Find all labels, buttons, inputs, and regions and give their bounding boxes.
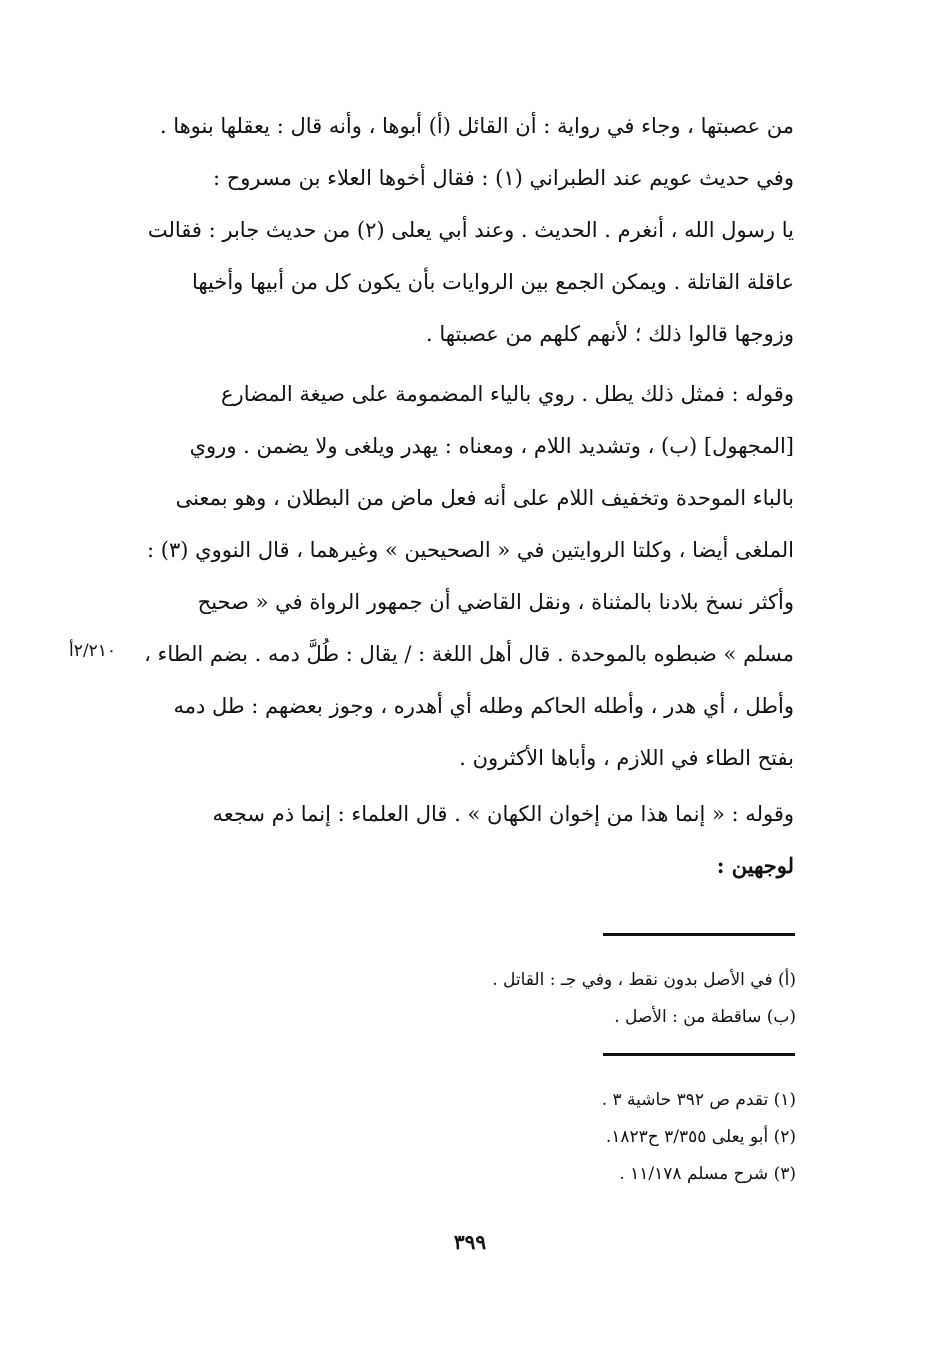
paragraph-3	[132, 788, 794, 892]
footnote: (أ) في الأصل بدون نقط ، وفي جـ : القاتل .	[492, 970, 796, 990]
text-line: وزوجها قالوا ذلك ؛ لأنهم كلهم من عصبتها .	[425, 322, 794, 346]
text-line: بالباء الموحدة وتخفيف اللام على أنه فعل ماض من البطلان ، وهو بمعنى	[175, 486, 794, 510]
text-line: لوجهين :	[716, 853, 794, 878]
margin-folio-note: ٢/٢١٠أ	[69, 641, 116, 661]
text-line: الملغى أيضا ، وكلتا الروايتين في « الصحيحين » وغيرهما ، قال النووي (٣) :	[147, 538, 794, 562]
footnote-divider	[603, 1053, 795, 1056]
text-line: مسلم » ضبطوه بالموحدة . قال أهل اللغة : / يقال : طُلَّ دمه . بضم الطاء ،	[144, 642, 794, 666]
paragraph-2	[132, 368, 794, 784]
footnotes-letters	[480, 962, 796, 1036]
text-line: [المجهول] (ب) ، وتشديد اللام ، ومعناه : يهدر ويلغى ولا يضمن . وروي	[189, 434, 794, 458]
page-number: ٣٩٩	[453, 1230, 487, 1254]
text-line: وفي حديث عويم عند الطبراني (١) : فقال أخوها العلاء بن مسروح :	[212, 166, 794, 190]
footnote-divider	[603, 933, 795, 936]
text-line: بفتح الطاء في اللازم ، وأباها الأكثرون .	[459, 746, 794, 770]
footnotes-numbers	[480, 1082, 796, 1193]
text-line: وقوله : « إنما هذا من إخوان الكهان » . قال العلماء : إنما ذم سجعه	[212, 802, 794, 826]
text-line: وأطل ، أي هدر ، وأطله الحاكم وطله أي أهدره ، وجوز بعضهم : طل دمه	[173, 694, 794, 718]
footnote: (٣) شرح مسلم ١١/١٧٨ .	[619, 1164, 796, 1184]
text-line: وأكثر نسخ بلادنا بالمثناة ، ونقل القاضي أن جمهور الرواة في « صحيح	[197, 590, 794, 614]
footnote: (ب) ساقطة من : الأصل .	[614, 1007, 796, 1027]
footnote: (٢) أبو يعلى ٣/٣٥٥ ح١٨٢٣.	[605, 1127, 796, 1147]
text-line: من عصبتها ، وجاء في رواية : أن القائل (أ) أبوها ، وأنه قال : يعقلها بنوها .	[159, 114, 794, 138]
footnote: (١) تقدم ص ٣٩٢ حاشية ٣ .	[601, 1090, 796, 1110]
text-line: وقوله : فمثل ذلك يطل . روي بالياء المضمومة على صيغة المضارع	[221, 382, 794, 406]
text-line: عاقلة القاتلة . ويمكن الجمع بين الروايات بأن يكون كل من أبيها وأخيها	[191, 270, 794, 294]
paragraph-1	[132, 100, 794, 360]
text-line: يا رسول الله ، أنغرم . الحديث . وعند أبي يعلى (٢) من حديث جابر : فقالت	[147, 218, 794, 242]
